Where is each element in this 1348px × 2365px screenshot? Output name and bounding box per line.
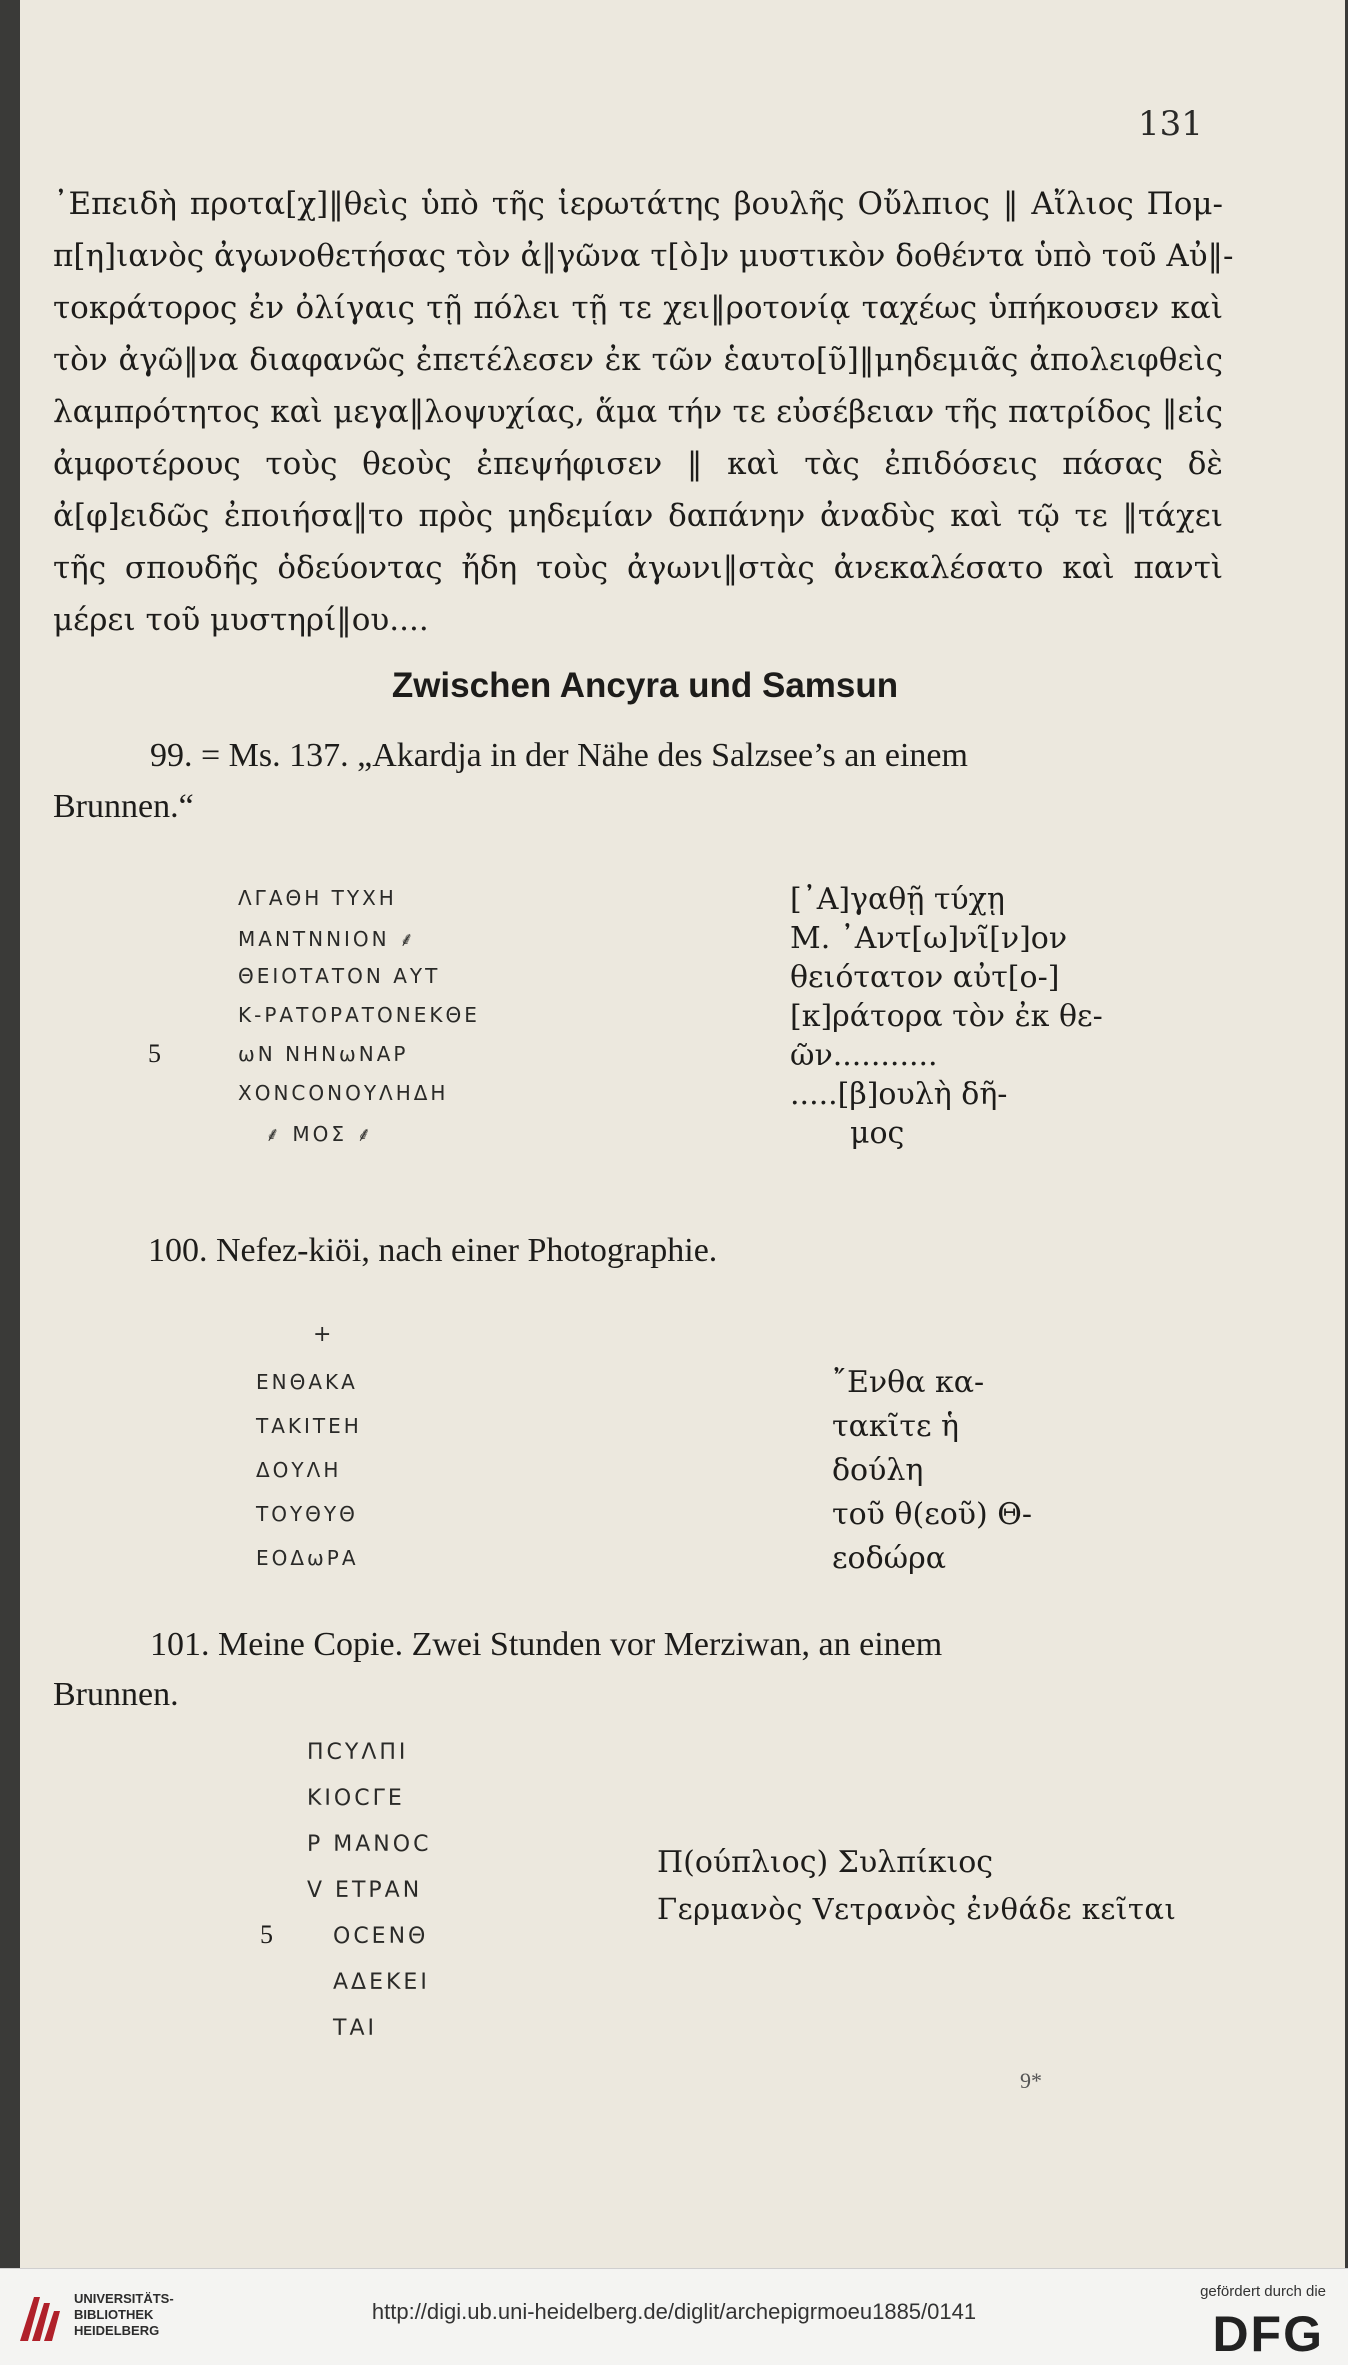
transcription-line: ῎Ενθα κα- xyxy=(832,1365,985,1400)
transcription-line: [κ]ράτορα τὸν ἐκ θε- xyxy=(790,999,1103,1034)
inscription-line: ΧΟΝCΟΝΟΥΛΗΔΗ xyxy=(238,1081,449,1105)
paragraph-line: ἀμφοτέρους τοὺς θεοὺς ἐπεψήφισεν ‖ καὶ τὰς ἐπιδόσεις πάσας δὲ xyxy=(53,446,1223,482)
transcription-line: θειότατον αὐτ[ο-] xyxy=(790,960,1060,995)
transcription-line: μος xyxy=(850,1116,905,1151)
inscription-line: ΕΟΔωΡΑ xyxy=(256,1546,359,1570)
dfg-logo: DFG xyxy=(1212,2306,1324,2362)
library-name: UNIVERSITÄTS- BIBLIOTHEK HEIDELBERG xyxy=(74,2291,174,2338)
entry-100: 100. Nefez-kiöi, nach einer Photographie. xyxy=(148,1232,718,1269)
inscription-line: ΤΑΙ xyxy=(333,2016,377,2041)
transcription-line: δούλη xyxy=(832,1453,924,1488)
inscription-line: Ρ ΜΑΝΟC xyxy=(307,1832,432,1857)
entry-99-line2: Brunnen.“ xyxy=(53,788,194,825)
paragraph-line: ᾿Επειδὴ προτα[χ]‖θεὶς ὑπὸ τῆς ἱερωτάτης βουλῆς Οὔλπιος ‖ Αἴλιος Πομ- xyxy=(53,186,1223,222)
page-number: 131 xyxy=(1138,104,1203,144)
line-number: 5 xyxy=(260,1920,273,1949)
inscription-line: ⸙ ΜΟΣ ⸙ xyxy=(265,1122,375,1146)
inscription-line: ΛΓΑΘΗ ΤΥΧΗ xyxy=(238,886,397,910)
transcription-line: .....[β]ουλὴ δῆ- xyxy=(790,1077,1008,1112)
transcription-line: ῶν........... xyxy=(790,1038,938,1073)
transcription-line: [᾿Α]γαθῇ τύχῃ xyxy=(790,882,1005,917)
signature-mark: 9* xyxy=(1020,2068,1042,2093)
inscription-line: ΤΟΥΘΥΘ xyxy=(256,1502,358,1526)
section-heading: Zwischen Ancyra und Samsun xyxy=(391,666,899,705)
inscription-line: V ΕΤΡΑΝ xyxy=(307,1878,423,1903)
transcription-line: Π(ούπλιος) Συλπίκιος xyxy=(657,1845,994,1880)
inscription-line: ΔΟΥΛΗ xyxy=(256,1458,342,1482)
inscription-line: ΑΔΕΚΕΙ xyxy=(333,1970,430,1995)
cross-mark: + xyxy=(313,1322,335,1347)
entry-99-line1: 99. = Ms. 137. „Akardja in der Nähe des Salzsee’s an einem xyxy=(150,737,968,774)
inscription-line: ΕΝΘΑΚΑ xyxy=(256,1370,358,1394)
paragraph-line: λαμπρότητος καὶ μεγα‖λοψυχίας, ἅμα τήν τε εὐσέβειαν τῆς πατρίδος ‖εἰς xyxy=(53,394,1223,430)
line-number: 5 xyxy=(148,1039,161,1068)
paragraph-line: τοκράτορος ἐν ὀλίγαις τῇ πόλει τῇ τε χει‖ροτονίᾳ ταχέως ὑπήκουσεν καὶ xyxy=(53,290,1223,326)
inscription-line: Κ-ΡΑΤΟΡΑΤΟΝΕΚΘΕ xyxy=(238,1003,480,1027)
document-url-link[interactable]: http://digi.ub.uni-heidelberg.de/diglit/archepigrmoeu1885/0141 xyxy=(371,2299,977,2324)
transcription-line: τοῦ θ(εοῦ) Θ- xyxy=(832,1497,1033,1532)
viewer-footer xyxy=(0,2268,1348,2365)
transcription-line: τακῖτε ἡ xyxy=(832,1409,960,1444)
paragraph-line: π[η]ιανὸς ἀγωνοθετήσας τὸν ἀ‖γῶνα τ[ὸ]ν μυστικὸν δοθέντα ὑπὸ τοῦ Αὐ‖- xyxy=(53,238,1234,274)
inscription-line: ΟCΕΝΘ xyxy=(333,1924,429,1949)
scanned-page xyxy=(20,0,1345,2268)
inscription-line: ΜΑΝΤΝΝΙΟΝ ⸙ xyxy=(238,927,417,951)
inscription-line: ΠCΥΛΠΙ xyxy=(307,1740,409,1765)
inscription-line: ωΝ ΝΗΝωΝΑΡ xyxy=(238,1042,409,1066)
entry-101-line2: Brunnen. xyxy=(53,1676,179,1713)
funding-note: gefördert durch die xyxy=(1200,2283,1326,2300)
inscription-line: ΘΕΙΟΤΑΤΟΝ ΑΥΤ xyxy=(238,964,441,988)
paragraph-line: τὸν ἀγῶ‖να διαφανῶς ἐπετέλεσεν ἐκ τῶν ἑαυτο[ῦ]‖μηδεμιᾶς ἀπολειφθεὶς xyxy=(53,342,1223,378)
transcription-line: Γερμανὸς Vετρανὸς ἐνθάδε κεῖται xyxy=(657,1892,1177,1926)
greek-paragraph xyxy=(53,178,1234,646)
transcription-line: εοδώρα xyxy=(832,1541,947,1576)
paragraph-line: τῆς σπουδῆς ὁδεύοντας ἤδη τοὺς ἀγωνι‖στὰς ἀνεκαλέσατο καὶ παντὶ xyxy=(53,550,1223,586)
paragraph-line: ἀ[φ]ειδῶς ἐποιήσα‖το πρὸς μηδεμίαν δαπάνην ἀναδὺς καὶ τῷ τε ‖τάχει xyxy=(53,498,1223,534)
inscription-line: ΤΑΚΙΤΕΗ xyxy=(256,1414,362,1438)
paragraph-line: μέρει τοῦ μυστηρί‖ου.... xyxy=(53,602,429,638)
inscription-line: ΚΙΟCΓΕ xyxy=(307,1786,405,1811)
transcription-line: Μ. ᾿Αντ[ω]νῖ[ν]ον xyxy=(790,921,1068,956)
entry-101-line1: 101. Meine Copie. Zwei Stunden vor Merziwan, an einem xyxy=(150,1626,943,1663)
